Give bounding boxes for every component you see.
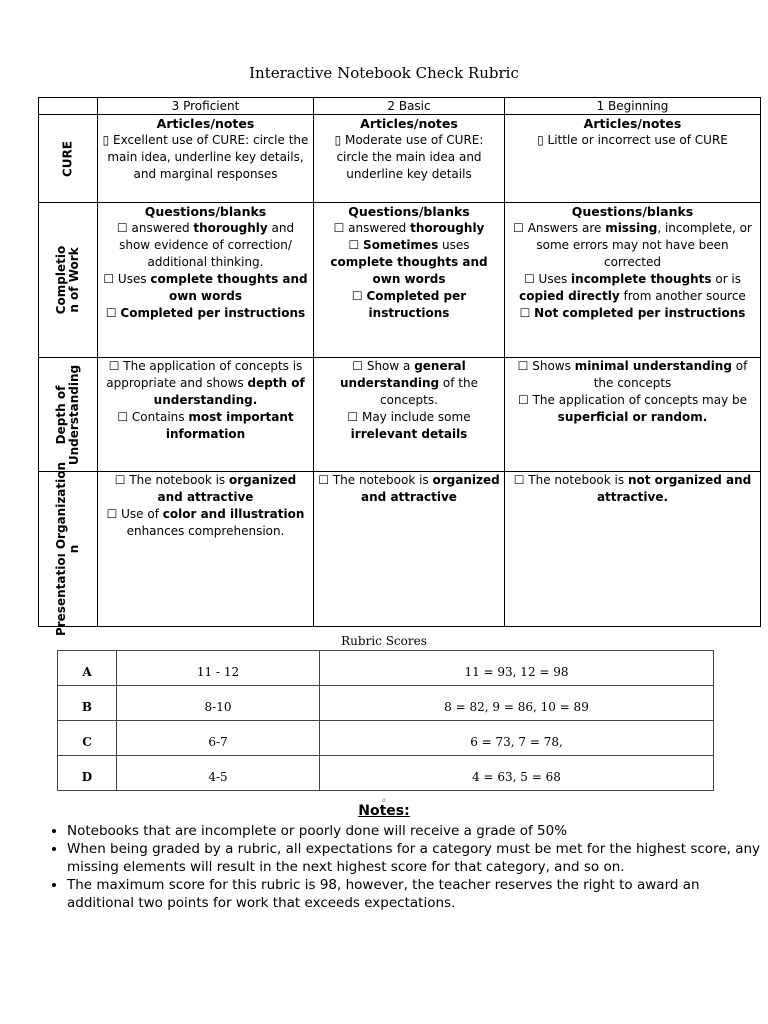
list-item: • When being graded by a rubric, all expectations for a category must be met for the highest score, any missing elements will result in the next highest score for that category, and so on. [67, 840, 767, 876]
row-label-presentation: Presentatioı Organization n [39, 472, 98, 627]
grade-cell: C [58, 721, 117, 756]
range-cell: 4-5 [117, 756, 320, 791]
completion-basic-cell: Questions/blanks ☐ answered thoroughly ☐ Sometimes uses complete thoughts and own words ☐ Completed per instructions [314, 203, 505, 358]
table-row [58, 686, 714, 721]
grade-cell: A [58, 651, 117, 686]
rubric-row-presentation [39, 472, 761, 627]
depth-basic-cell: ☐ Show a general understanding of the concepts. ☐ May include some irrelevant details [314, 358, 505, 472]
range-cell: 8-10 [117, 686, 320, 721]
list-item: • Notebooks that are incomplete or poorly done will receive a grade of 50% [67, 822, 767, 840]
completion-beginning-cell: Questions/blanks ☐ Answers are missing, incomplete, or some errors may not have been corrected ☐ Uses incomplete thoughts or is copied directly from another source ☐ Not completed per instructions [505, 203, 761, 358]
row-label-completion: Completio n of Work [39, 203, 98, 358]
grade-cell: B [58, 686, 117, 721]
rubric-header-row [39, 98, 761, 115]
table-row [58, 756, 714, 791]
depth-beginning-cell: ☐ Shows minimal understanding of the concepts ☐ The application of concepts may be superficial or random. [505, 358, 761, 472]
rubric-row-cure [39, 115, 761, 203]
presentation-proficient-cell: ☐ The notebook is organized and attractive ☐ Use of color and illustration enhances comprehension. [98, 472, 314, 627]
depth-proficient-cell: ☐ The application of concepts is appropriate and shows depth of understanding. ☐ Contains most important information [98, 358, 314, 472]
header-proficient: 3 Proficient [98, 98, 314, 115]
page-title: Interactive Notebook Check Rubric [249, 64, 519, 82]
conversion-cell: 4 = 63, 5 = 68 [320, 756, 714, 791]
header-beginning: 1 Beginning [505, 98, 761, 115]
conversion-cell: 11 = 93, 12 = 98 [320, 651, 714, 686]
range-cell: 11 - 12 [117, 651, 320, 686]
rubric-table [38, 97, 761, 637]
completion-proficient-cell: Questions/blanks ☐ answered thoroughly and show evidence of correction/ additional thinking. ☐ Uses complete thoughts and own words ☐ Completed per instructions [98, 203, 314, 358]
notes-heading: Notes: [358, 803, 410, 819]
cure-proficient-cell: Articles/notes ▯ Excellent use of CURE: circle the main idea, underline key details, and marginal responses [98, 115, 314, 203]
notes-list [40, 822, 767, 912]
row-label-depth: Depth of Understanding [39, 358, 98, 472]
header-basic: 2 Basic [314, 98, 505, 115]
presentation-beginning-cell: ☐ The notebook is not organized and attractive. [505, 472, 761, 627]
cure-beginning-cell: Articles/notes ▯ Little or incorrect use of CURE [505, 115, 761, 203]
rubric-row-depth [39, 358, 761, 472]
presentation-basic-cell: ☐ The notebook is organized and attractive [314, 472, 505, 627]
cure-basic-cell: Articles/notes ▯ Moderate use of CURE: circle the main idea and underline key details [314, 115, 505, 203]
rubric-corner-cell [39, 98, 98, 115]
grade-cell: D [58, 756, 117, 791]
row-label-cure: CURE [39, 115, 98, 203]
scores-table [57, 650, 714, 791]
table-row [58, 721, 714, 756]
conversion-cell: 8 = 82, 9 = 86, 10 = 89 [320, 686, 714, 721]
conversion-cell: 6 = 73, 7 = 78, [320, 721, 714, 756]
small-mark: o [382, 797, 386, 804]
list-item: • The maximum score for this rubric is 98, however, the teacher reserves the right to award an additional two points for work that exceeds expectations. [67, 876, 767, 912]
range-cell: 6-7 [117, 721, 320, 756]
rubric-row-completion [39, 203, 761, 358]
scores-title: Rubric Scores [341, 634, 427, 648]
table-row [58, 651, 714, 686]
